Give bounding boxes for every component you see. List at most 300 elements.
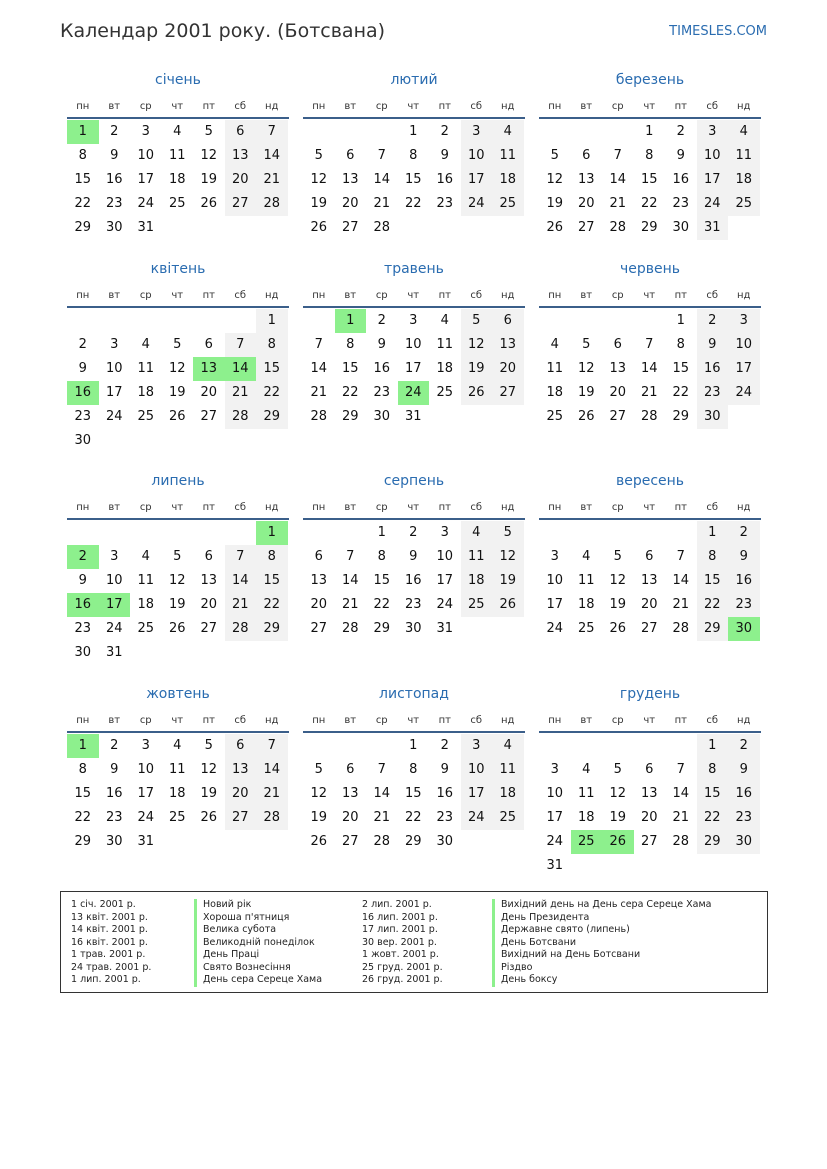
- day-cell: 19: [168, 597, 186, 612]
- day-cell: 2: [728, 734, 760, 758]
- day-cell: 28: [640, 409, 658, 424]
- day-cell: 15: [404, 172, 422, 187]
- day-cell: 6: [314, 549, 323, 564]
- day-cell: 26: [200, 196, 218, 211]
- day-cell: 31: [137, 834, 155, 849]
- weekday-label: ср: [375, 101, 388, 112]
- day-cell: 17: [105, 385, 123, 400]
- day-cell: 31: [436, 621, 454, 636]
- day-cell: 30: [672, 220, 690, 235]
- month-rule: [539, 117, 761, 119]
- day-cell: 21: [225, 593, 257, 617]
- weekday-label: пн: [76, 502, 90, 513]
- weekday-label: ср: [139, 101, 152, 112]
- legend-right-names: [492, 899, 711, 987]
- day-cell: 12: [577, 361, 595, 376]
- weekday-label: чт: [171, 290, 184, 301]
- legend-date: 1 жовт. 2001 р.: [362, 949, 439, 960]
- day-cell: 1: [697, 521, 729, 545]
- day-cell: 8: [377, 549, 386, 564]
- day-cell: 10: [461, 758, 493, 782]
- weekday-label: сб: [234, 101, 247, 112]
- day-cell: 13: [225, 144, 257, 168]
- day-cell: 11: [728, 144, 760, 168]
- day-cell: 23: [404, 597, 422, 612]
- day-cell: 22: [697, 806, 729, 830]
- day-cell: 6: [645, 549, 654, 564]
- day-cell: 9: [728, 758, 760, 782]
- day-cell: 27: [225, 806, 257, 830]
- weekday-label: пт: [438, 101, 451, 112]
- month-rule: [303, 518, 525, 520]
- day-cell: 12: [609, 786, 627, 801]
- day-cell: 28: [373, 220, 391, 235]
- month-name: січень: [155, 72, 201, 88]
- day-cell: 14: [672, 786, 690, 801]
- day-cell: 9: [440, 762, 449, 777]
- day-cell: 19: [168, 385, 186, 400]
- weekday-label: нд: [265, 290, 279, 301]
- day-cell: 2: [110, 124, 119, 139]
- holiday-day-cell: 1: [256, 521, 288, 545]
- day-cell: 3: [141, 738, 150, 753]
- weekday-label: вт: [108, 715, 121, 726]
- day-cell: 2: [377, 313, 386, 328]
- day-cell: 5: [492, 521, 524, 545]
- day-cell: 11: [492, 144, 524, 168]
- legend-date: 16 квіт. 2001 р.: [71, 936, 148, 948]
- weekday-label: пт: [438, 502, 451, 513]
- weekday-label: пт: [202, 101, 215, 112]
- legend-holiday-name: Вихідний на День Ботсвани: [492, 949, 711, 962]
- day-cell: 20: [640, 810, 658, 825]
- day-cell: 13: [341, 786, 359, 801]
- day-cell: 2: [440, 738, 449, 753]
- day-cell: 13: [225, 758, 257, 782]
- day-cell: 16: [373, 361, 391, 376]
- day-cell: 6: [613, 337, 622, 352]
- day-cell: 15: [256, 357, 288, 381]
- day-cell: 7: [314, 337, 323, 352]
- weekday-label: пт: [674, 101, 687, 112]
- day-cell: 26: [492, 593, 524, 617]
- day-cell: 12: [200, 762, 218, 777]
- weekday-label: сб: [706, 715, 719, 726]
- day-cell: 29: [697, 830, 729, 854]
- day-cell: 26: [546, 220, 564, 235]
- month-name: березень: [615, 72, 685, 88]
- day-cell: 9: [676, 148, 685, 163]
- day-cell: 18: [577, 810, 595, 825]
- day-cell: 6: [492, 309, 524, 333]
- weekday-label: вт: [580, 502, 593, 513]
- day-cell: 30: [404, 621, 422, 636]
- day-cell: 26: [310, 220, 328, 235]
- day-cell: 14: [341, 573, 359, 588]
- day-cell: 29: [672, 409, 690, 424]
- legend-holiday-name: Різдво: [492, 962, 711, 975]
- month-name: листопад: [379, 686, 449, 702]
- day-cell: 29: [74, 834, 92, 849]
- day-cell: 24: [105, 621, 123, 636]
- holiday-day-cell: 1: [67, 734, 99, 758]
- day-cell: 4: [492, 734, 524, 758]
- day-cell: 15: [404, 786, 422, 801]
- day-cell: 25: [577, 621, 595, 636]
- weekday-label: пт: [202, 290, 215, 301]
- day-cell: 24: [137, 196, 155, 211]
- weekday-label: нд: [737, 715, 751, 726]
- day-cell: 14: [640, 361, 658, 376]
- weekday-label: чт: [407, 502, 420, 513]
- weekday-label: пн: [76, 290, 90, 301]
- day-cell: 7: [676, 549, 685, 564]
- day-cell: 24: [461, 806, 493, 830]
- day-cell: 4: [550, 337, 559, 352]
- legend-holiday-name: Державне свято (липень): [492, 924, 711, 937]
- day-cell: 19: [200, 786, 218, 801]
- day-cell: 20: [577, 196, 595, 211]
- day-cell: 12: [310, 786, 328, 801]
- day-cell: 3: [550, 549, 559, 564]
- day-cell: 25: [492, 806, 524, 830]
- day-cell: 20: [341, 196, 359, 211]
- weekday-label: сб: [470, 290, 483, 301]
- day-cell: 18: [436, 361, 454, 376]
- day-cell: 23: [436, 810, 454, 825]
- day-cell: 11: [168, 762, 186, 777]
- day-cell: 24: [461, 192, 493, 216]
- day-cell: 10: [436, 549, 454, 564]
- day-cell: 30: [728, 830, 760, 854]
- weekday-label: нд: [737, 290, 751, 301]
- day-cell: 12: [609, 573, 627, 588]
- weekday-label: чт: [171, 101, 184, 112]
- weekday-label: пт: [438, 290, 451, 301]
- day-cell: 6: [645, 762, 654, 777]
- day-cell: 9: [78, 361, 87, 376]
- legend-holiday-name: День сера Сереце Хама: [194, 974, 322, 987]
- weekday-label: сб: [470, 715, 483, 726]
- holiday-day-cell: 14: [225, 357, 257, 381]
- day-cell: 1: [377, 525, 386, 540]
- day-cell: 28: [225, 405, 257, 429]
- day-cell: 22: [373, 597, 391, 612]
- day-cell: 31: [546, 858, 564, 873]
- day-cell: 19: [609, 810, 627, 825]
- month-name: липень: [151, 473, 205, 489]
- day-cell: 26: [200, 810, 218, 825]
- day-cell: 20: [492, 357, 524, 381]
- day-cell: 24: [697, 192, 729, 216]
- day-cell: 22: [672, 385, 690, 400]
- day-cell: 12: [461, 333, 493, 357]
- day-cell: 25: [168, 810, 186, 825]
- day-cell: 15: [672, 361, 690, 376]
- day-cell: 14: [256, 144, 288, 168]
- day-cell: 11: [577, 786, 595, 801]
- day-cell: 5: [550, 148, 559, 163]
- day-cell: 16: [728, 569, 760, 593]
- day-cell: 8: [78, 762, 87, 777]
- legend-holiday-name: Великодній понеділок: [194, 937, 322, 950]
- day-cell: 4: [141, 337, 150, 352]
- month-rule: [67, 518, 289, 520]
- day-cell: 3: [461, 734, 493, 758]
- day-cell: 14: [373, 172, 391, 187]
- weekday-label: сб: [234, 715, 247, 726]
- day-cell: 7: [377, 762, 386, 777]
- day-cell: 10: [404, 337, 422, 352]
- day-cell: 8: [409, 148, 418, 163]
- day-cell: 6: [204, 549, 213, 564]
- month-rule: [303, 731, 525, 733]
- day-cell: 17: [546, 597, 564, 612]
- holiday-legend: [60, 891, 768, 993]
- day-cell: 25: [492, 192, 524, 216]
- day-cell: 25: [436, 385, 454, 400]
- day-cell: 20: [609, 385, 627, 400]
- month-rule: [303, 117, 525, 119]
- day-cell: 28: [672, 834, 690, 849]
- day-cell: 28: [310, 409, 328, 424]
- day-cell: 11: [546, 361, 564, 376]
- day-cell: 28: [373, 834, 391, 849]
- day-cell: 29: [640, 220, 658, 235]
- day-cell: 5: [204, 124, 213, 139]
- day-cell: 21: [341, 597, 359, 612]
- day-cell: 19: [461, 357, 493, 381]
- day-cell: 4: [173, 738, 182, 753]
- day-cell: 29: [74, 220, 92, 235]
- weekday-label: ср: [611, 715, 624, 726]
- day-cell: 28: [609, 220, 627, 235]
- day-cell: 24: [728, 381, 760, 405]
- day-cell: 25: [461, 593, 493, 617]
- day-cell: 2: [78, 337, 87, 352]
- month-name: серпень: [383, 473, 445, 489]
- day-cell: 26: [310, 834, 328, 849]
- legend-date: 30 вер. 2001 р.: [362, 936, 437, 948]
- day-cell: 8: [256, 545, 288, 569]
- day-cell: 13: [640, 573, 658, 588]
- day-cell: 3: [110, 337, 119, 352]
- day-cell: 4: [582, 549, 591, 564]
- day-cell: 5: [582, 337, 591, 352]
- day-cell: 19: [310, 196, 328, 211]
- month-name: лютий: [390, 72, 438, 88]
- weekday-label: пн: [312, 101, 326, 112]
- legend-date: 1 січ. 2001 р.: [71, 899, 136, 910]
- weekday-label: вт: [108, 101, 121, 112]
- month-name: грудень: [619, 686, 681, 702]
- day-cell: 31: [105, 645, 123, 660]
- day-cell: 19: [200, 172, 218, 187]
- day-cell: 22: [256, 593, 288, 617]
- day-cell: 3: [728, 309, 760, 333]
- day-cell: 2: [728, 521, 760, 545]
- day-cell: 10: [105, 361, 123, 376]
- day-cell: 23: [728, 593, 760, 617]
- legend-holiday-name: День боксу: [492, 974, 711, 987]
- day-cell: 14: [609, 172, 627, 187]
- day-cell: 6: [346, 148, 355, 163]
- day-cell: 26: [609, 621, 627, 636]
- day-cell: 10: [728, 333, 760, 357]
- legend-date: 26 груд. 2001 р.: [362, 974, 443, 985]
- weekday-label: пт: [674, 290, 687, 301]
- day-cell: 15: [74, 172, 92, 187]
- day-cell: 10: [546, 573, 564, 588]
- weekday-label: чт: [643, 290, 656, 301]
- day-cell: 25: [168, 196, 186, 211]
- day-cell: 31: [697, 216, 729, 240]
- legend-date: 2 лип. 2001 р.: [362, 899, 432, 910]
- legend-date: 13 квіт. 2001 р.: [71, 911, 148, 923]
- weekday-label: вт: [108, 502, 121, 513]
- day-cell: 5: [314, 762, 323, 777]
- day-cell: 13: [200, 573, 218, 588]
- day-cell: 30: [105, 834, 123, 849]
- weekday-label: вт: [580, 101, 593, 112]
- day-cell: 1: [676, 313, 685, 328]
- day-cell: 15: [373, 573, 391, 588]
- day-cell: 7: [346, 549, 355, 564]
- day-cell: 4: [728, 120, 760, 144]
- day-cell: 4: [173, 124, 182, 139]
- day-cell: 20: [225, 168, 257, 192]
- day-cell: 1: [645, 124, 654, 139]
- day-cell: 20: [310, 597, 328, 612]
- day-cell: 22: [74, 196, 92, 211]
- weekday-label: пн: [548, 502, 562, 513]
- day-cell: 7: [377, 148, 386, 163]
- day-cell: 4: [440, 313, 449, 328]
- day-cell: 7: [225, 545, 257, 569]
- day-cell: 26: [577, 409, 595, 424]
- day-cell: 6: [346, 762, 355, 777]
- month-rule: [67, 731, 289, 733]
- day-cell: 21: [310, 385, 328, 400]
- day-cell: 18: [461, 569, 493, 593]
- day-cell: 18: [168, 786, 186, 801]
- weekday-label: сб: [706, 290, 719, 301]
- legend-date: 24 трав. 2001 р.: [71, 961, 152, 973]
- day-cell: 9: [697, 333, 729, 357]
- day-cell: 11: [137, 361, 155, 376]
- day-cell: 19: [492, 569, 524, 593]
- legend-date: 1 трав. 2001 р.: [71, 949, 146, 960]
- day-cell: 29: [341, 409, 359, 424]
- weekday-label: пн: [548, 715, 562, 726]
- day-cell: 23: [105, 196, 123, 211]
- weekday-label: пн: [312, 715, 326, 726]
- day-cell: 24: [546, 621, 564, 636]
- day-cell: 12: [168, 361, 186, 376]
- day-cell: 16: [105, 786, 123, 801]
- day-cell: 22: [640, 196, 658, 211]
- weekday-label: ср: [375, 290, 388, 301]
- day-cell: 22: [404, 196, 422, 211]
- day-cell: 21: [640, 385, 658, 400]
- holiday-day-cell: 13: [193, 357, 225, 381]
- weekday-label: нд: [501, 502, 515, 513]
- day-cell: 18: [492, 168, 524, 192]
- day-cell: 24: [546, 834, 564, 849]
- weekday-label: ср: [375, 502, 388, 513]
- weekday-label: вт: [344, 715, 357, 726]
- day-cell: 23: [728, 806, 760, 830]
- day-cell: 15: [697, 569, 729, 593]
- day-cell: 7: [256, 120, 288, 144]
- legend-holiday-name: Свято Вознесіння: [194, 962, 322, 975]
- weekday-label: ср: [611, 502, 624, 513]
- weekday-label: чт: [171, 715, 184, 726]
- day-cell: 20: [640, 597, 658, 612]
- day-cell: 4: [461, 521, 493, 545]
- weekday-label: вт: [580, 290, 593, 301]
- weekday-label: ср: [611, 290, 624, 301]
- month-rule: [67, 306, 289, 308]
- legend-date: 16 лип. 2001 р.: [362, 911, 438, 923]
- legend-holiday-name: День Праці: [194, 949, 322, 962]
- day-cell: 18: [137, 385, 155, 400]
- day-cell: 26: [168, 621, 186, 636]
- day-cell: 10: [105, 573, 123, 588]
- day-cell: 7: [225, 333, 257, 357]
- day-cell: 1: [256, 309, 288, 333]
- month-rule: [303, 306, 525, 308]
- day-cell: 12: [200, 148, 218, 163]
- day-cell: 17: [461, 168, 493, 192]
- day-cell: 16: [404, 573, 422, 588]
- day-cell: 17: [404, 361, 422, 376]
- weekday-label: ср: [139, 290, 152, 301]
- weekday-label: вт: [580, 715, 593, 726]
- weekday-label: нд: [501, 715, 515, 726]
- day-cell: 15: [256, 569, 288, 593]
- day-cell: 21: [256, 168, 288, 192]
- day-cell: 13: [492, 333, 524, 357]
- day-cell: 23: [105, 810, 123, 825]
- day-cell: 7: [645, 337, 654, 352]
- site-link[interactable]: TIMESLES.COM: [669, 24, 767, 39]
- day-cell: 15: [697, 782, 729, 806]
- day-cell: 20: [200, 597, 218, 612]
- day-cell: 9: [728, 545, 760, 569]
- day-cell: 27: [609, 409, 627, 424]
- weekday-label: нд: [265, 101, 279, 112]
- legend-date: 14 квіт. 2001 р.: [71, 924, 148, 935]
- day-cell: 9: [110, 148, 119, 163]
- day-cell: 19: [609, 597, 627, 612]
- day-cell: 17: [728, 357, 760, 381]
- day-cell: 5: [461, 309, 493, 333]
- day-cell: 24: [436, 597, 454, 612]
- day-cell: 3: [409, 313, 418, 328]
- day-cell: 9: [409, 549, 418, 564]
- day-cell: 3: [141, 124, 150, 139]
- day-cell: 8: [697, 545, 729, 569]
- day-cell: 9: [440, 148, 449, 163]
- day-cell: 2: [409, 525, 418, 540]
- day-cell: 20: [200, 385, 218, 400]
- day-cell: 19: [546, 196, 564, 211]
- weekday-label: ср: [139, 715, 152, 726]
- day-cell: 5: [173, 549, 182, 564]
- day-cell: 7: [256, 734, 288, 758]
- month-rule: [539, 306, 761, 308]
